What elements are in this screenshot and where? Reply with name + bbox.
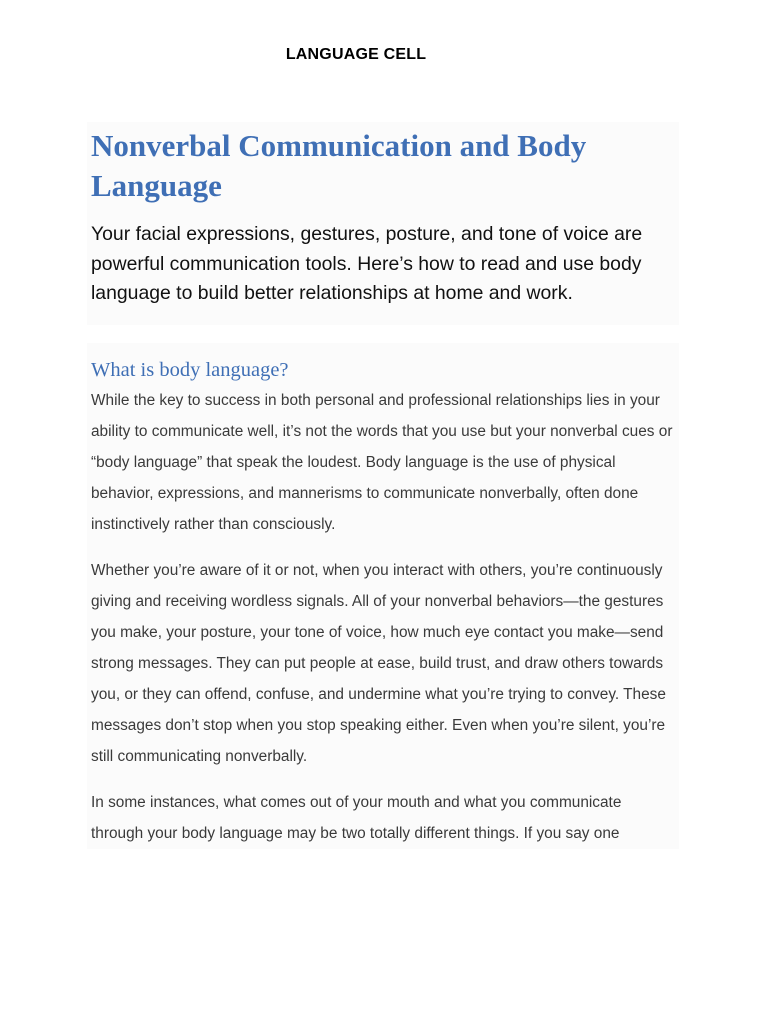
article <box>87 122 679 864</box>
page-header: LANGUAGE CELL <box>285 46 427 63</box>
paragraph: Whether you’re aware of it or not, when you interact with others, you’re continuously giving and receiving wordless signals. All of your nonverbal behaviors—the gestures you make, your posture, your tone of voice, how much eye contact you make—send strong messages. They can put people at ease, build trust, and draw others towards you, or they can offend, confuse, and undermine what you’re trying to convey. These messages don’t stop when you stop speaking either. Even when you’re silent, you’re still communicating nonverbally. <box>91 561 666 765</box>
section-heading: What is body language? <box>91 358 289 381</box>
article-lead: Your facial expressions, gestures, posture, and tone of voice are powerful communication tools. Here’s how to read and use body language to build better relationships at home and work. <box>91 223 643 304</box>
intro-block <box>87 122 679 325</box>
paragraph: In some instances, what comes out of your mouth and what you communicate through your body language may be two totally different things. If you say one <box>91 793 622 842</box>
article-title: Nonverbal Communication and Body Language <box>91 128 587 203</box>
article-body <box>87 343 679 849</box>
paragraph: While the key to success in both personal and professional relationships lies in your ability to communicate well, it’s not the words that you use but your nonverbal cues or “body language” that speak the loudest. Body language is the use of physical behavior, expressions, and mannerisms to communicate nonverbally, often done instinctively rather than consciously. <box>91 391 673 533</box>
